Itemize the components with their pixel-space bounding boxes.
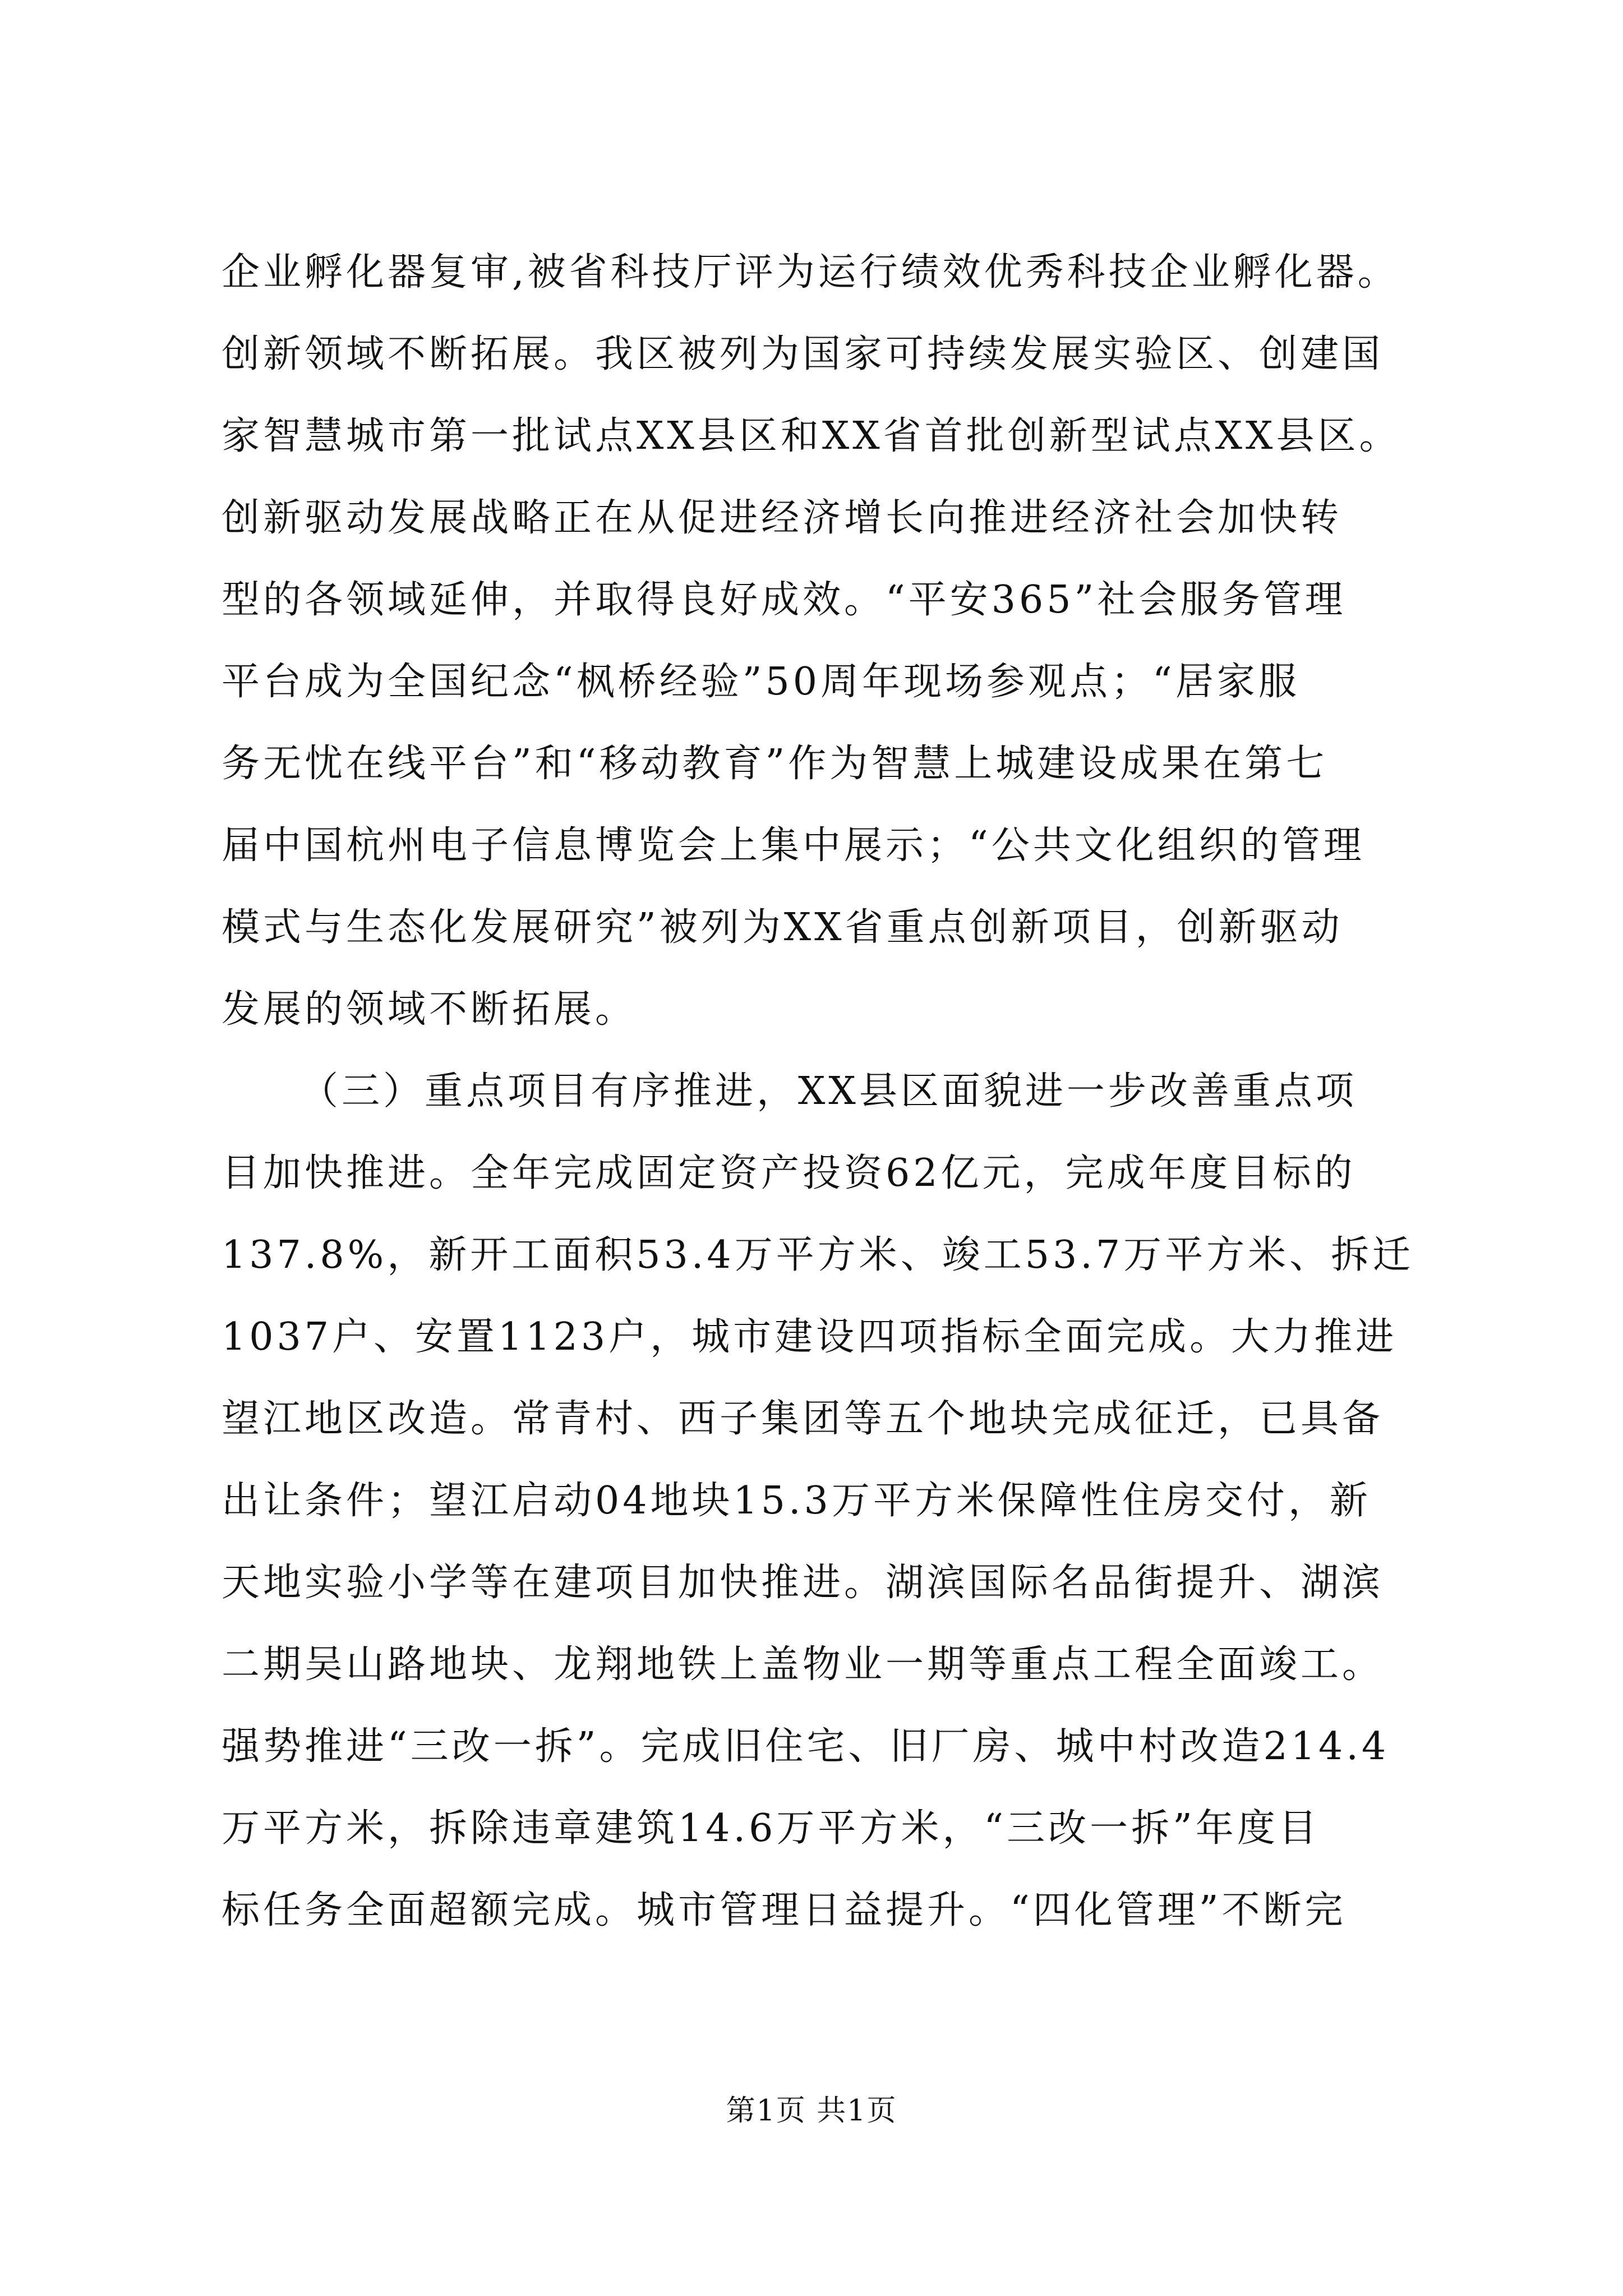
body-text: [222, 245, 1433, 1964]
text-line: 137.8%，新开工面积53.4万平方米、竣工53.7万平方米、拆迁: [222, 1233, 1414, 1277]
text-line: 望江地区改造。常青村、西子集团等五个地块完成征迁，已具备: [222, 1397, 1384, 1441]
page-footer: 第1页 共1页: [726, 2094, 897, 2128]
text-line: 目加快推进。全年完成固定资产投资62亿元，完成年度目标的: [222, 1151, 1356, 1195]
text-line: 万平方米，拆除违章建筑14.6万平方米，“三改一拆”年度目: [222, 1806, 1320, 1851]
text-line: 强势推进“三改一拆”。完成旧住宅、旧厂房、城中村改造214.4: [222, 1724, 1390, 1769]
text-line: 出让条件；望江启动04地块15.3万平方米保障性住房交付，新: [222, 1479, 1371, 1523]
text-line: 务无忧在线平台”和“移动教育”作为智慧上城建设成果在第七: [222, 742, 1328, 786]
text-line: 型的各领域延伸，并取得良好成效。“平安365”社会服务管理: [222, 578, 1347, 622]
text-line: 1037户、安置1123户，城市建设四项指标全面完成。大力推进: [222, 1315, 1398, 1359]
text-line: 发展的领域不断拓展。: [222, 987, 637, 1032]
text-line: 标任务全面超额完成。城市管理日益提升。“四化管理”不断完: [222, 1888, 1347, 1932]
text-line: 届中国杭州电子信息博览会上集中展示；“公共文化组织的管理: [222, 823, 1365, 868]
text-line: 创新驱动发展战略正在从促进经济增长向推进经济社会加快转: [222, 496, 1343, 540]
text-line: 创新领域不断拓展。我区被列为国家可持续发展实验区、创建国: [222, 332, 1384, 376]
text-line: 模式与生态化发展研究”被列为XX省重点创新项目，创新驱动: [222, 905, 1343, 950]
text-line: 企业孵化器复审,被省科技厅评为运行绩效优秀科技企业孵化器。: [222, 250, 1399, 295]
section-heading-line: （三）重点项目有序推进，XX县区面貌进一步改善重点项: [300, 1069, 1357, 1114]
text-line: 天地实验小学等在建项目加快推进。湖滨国际名品街提升、湖滨: [222, 1561, 1384, 1605]
text-line: 二期吴山路地块、龙翔地铁上盖物业一期等重点工程全面竣工。: [222, 1642, 1384, 1687]
text-line: 平台成为全国纪念“枫桥经验”50周年现场参观点；“居家服: [222, 660, 1300, 704]
text-line: 家智慧城市第一批试点XX县区和XX省首批创新型试点XX县区。: [222, 414, 1401, 458]
